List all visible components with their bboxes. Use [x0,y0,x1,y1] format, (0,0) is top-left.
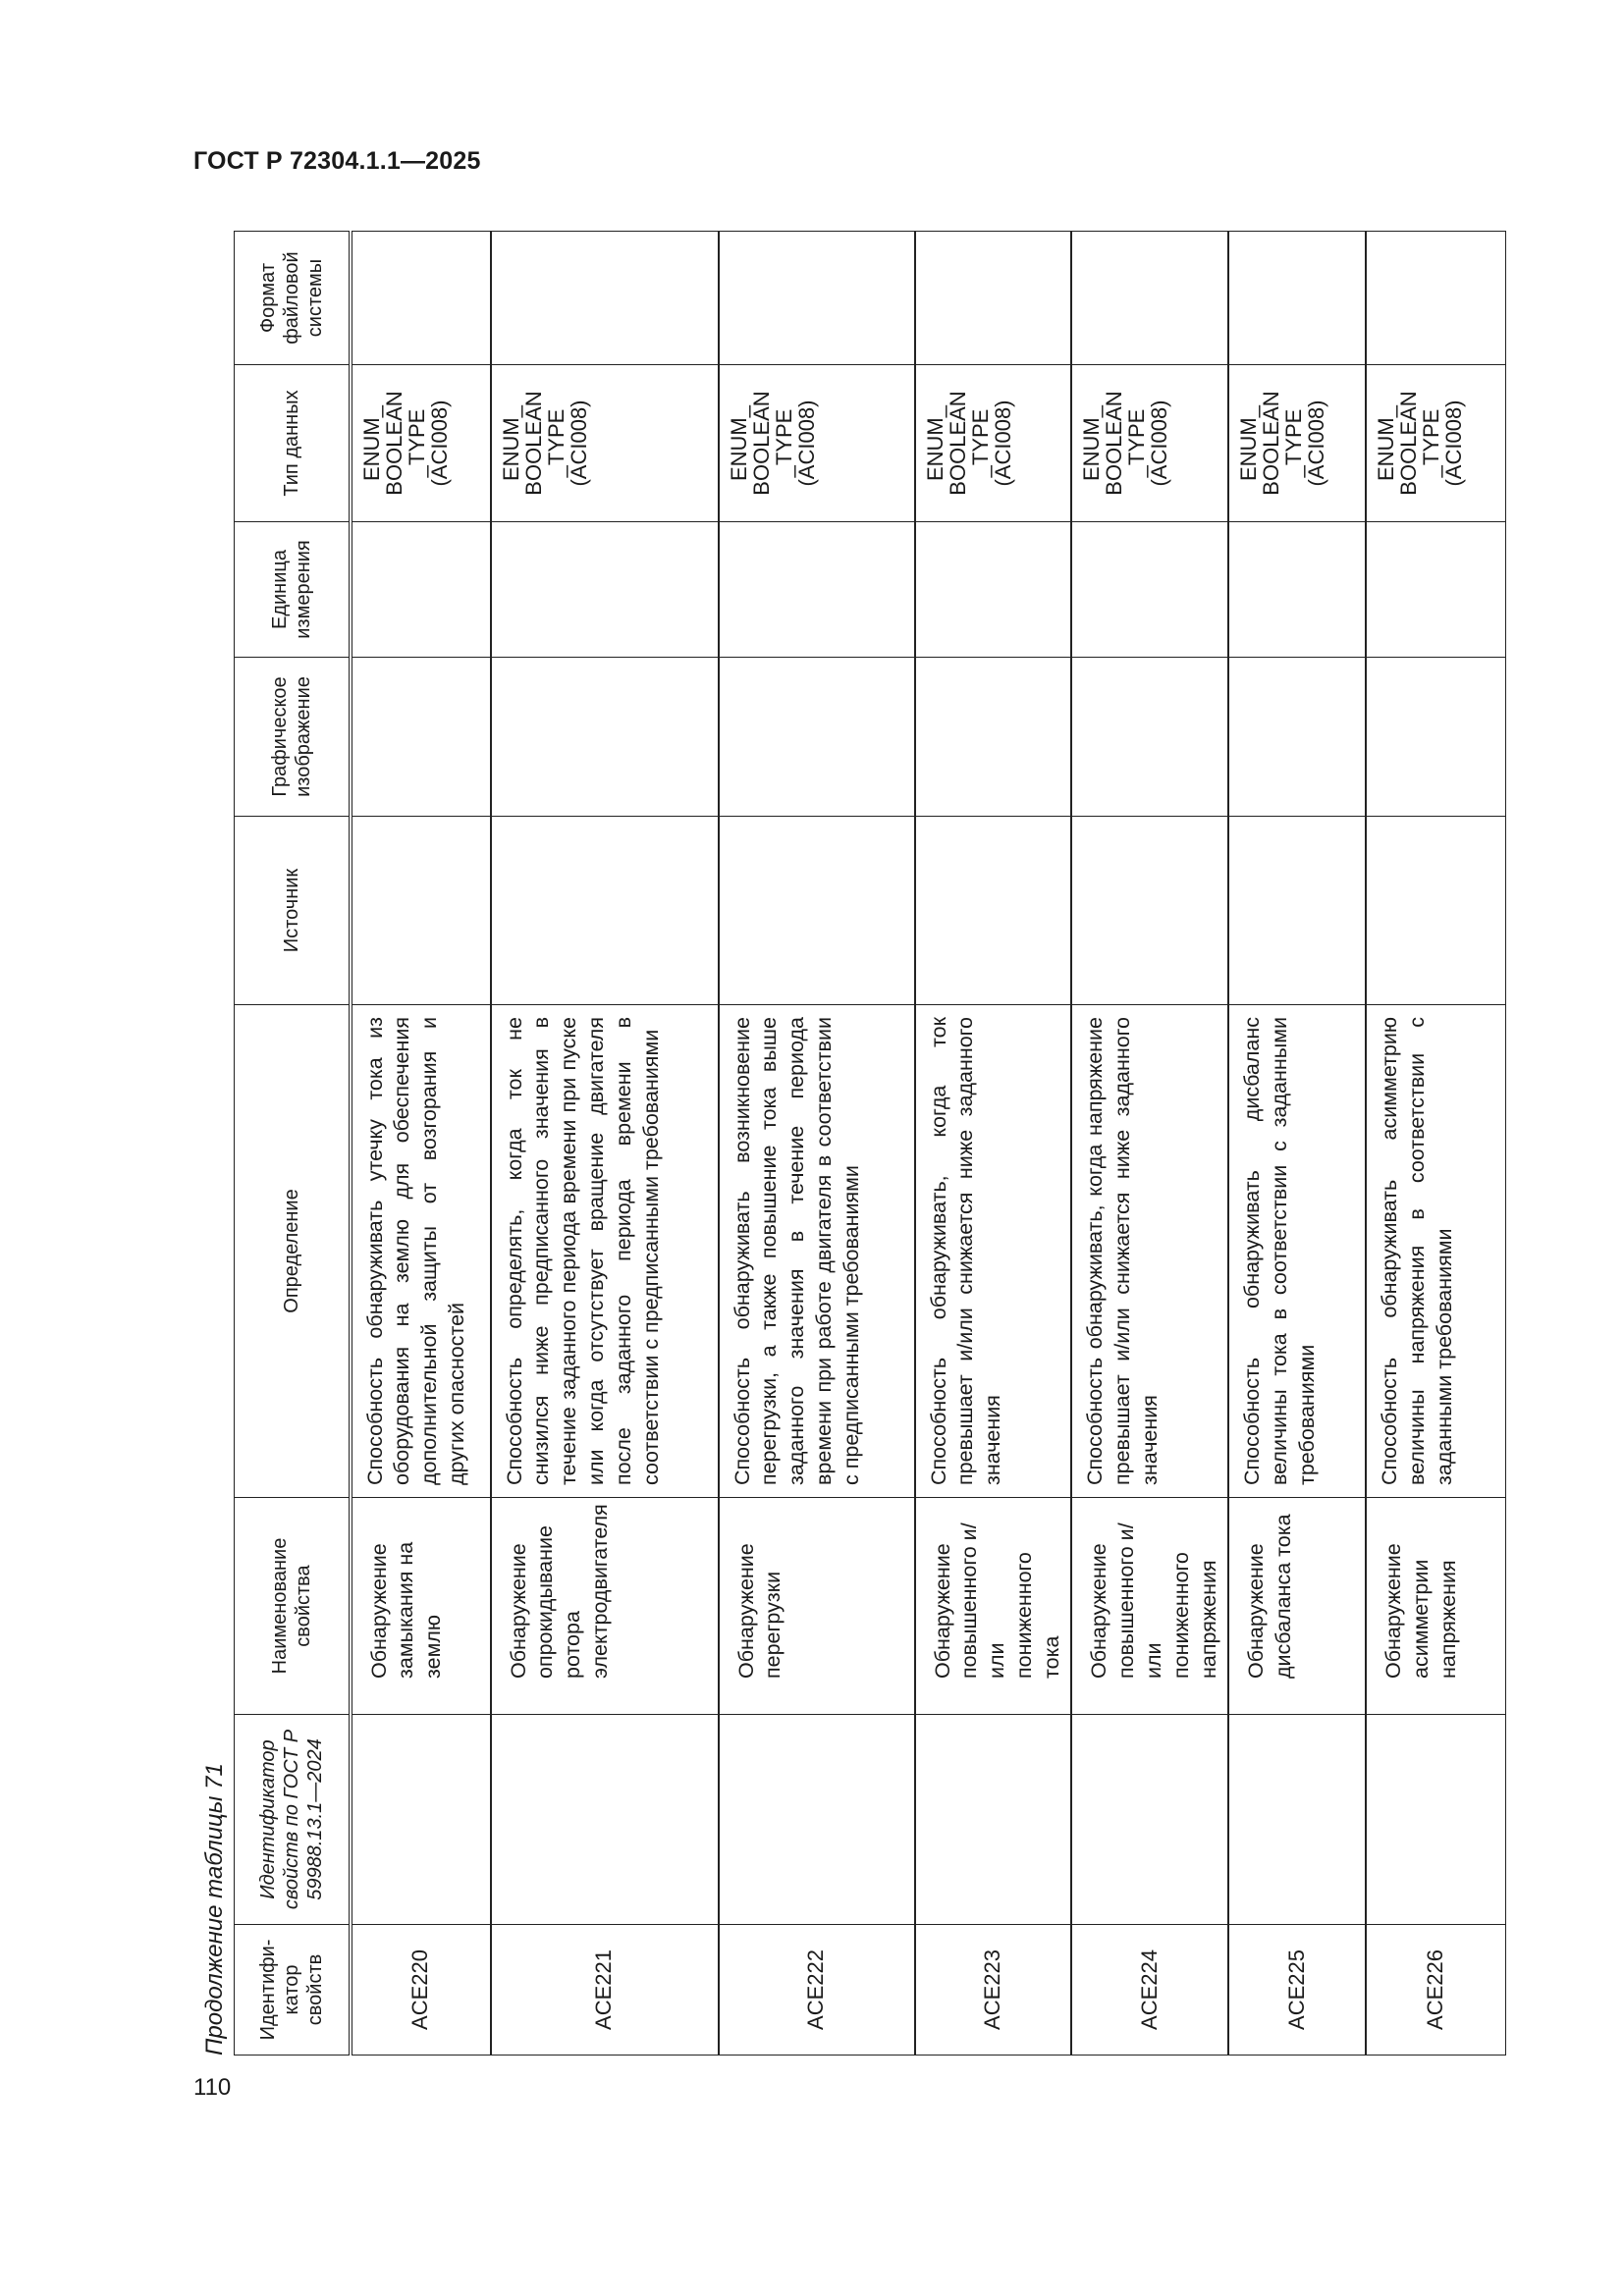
header-source: Источник [235,817,351,1005]
gost-id-cell [1228,1715,1366,1925]
definition-cell: Способность обнаруживать, когда ток превышает и/или снижается ниже заданного значения [915,1005,1072,1498]
definition-cell: Способность обнаруживать дисбаланс величины тока в соответствии с заданными требованиями [1228,1005,1366,1498]
property-id-cell: ACE222 [719,1925,915,2056]
unit-cell [1366,522,1506,658]
property-name-cell: Обнаружение замыкания на землю [351,1498,491,1715]
unit-cell [719,522,915,658]
property-name-cell: Обнаружение повышенного и/или пониженного тока [915,1498,1072,1715]
graphic-cell [915,658,1072,817]
unit-cell [915,522,1072,658]
table-row [491,232,719,2056]
source-cell [1228,817,1366,1005]
header-definition: Определение [235,1005,351,1498]
gost-id-cell [1366,1715,1506,1925]
gost-id-cell [491,1715,719,1925]
unit-cell [491,522,719,658]
unit-cell [351,522,491,658]
property-name-cell: Обнаружение опрокидывание ротора электродвигателя [491,1498,719,1715]
graphic-cell [1071,658,1228,817]
property-name-cell: Обнаружение перегрузки [719,1498,915,1715]
table-row [1366,232,1506,2056]
file-format-cell [351,232,491,365]
data-type-cell: ENUM_ BOOLEAN _TYPE (ACI008) [719,365,915,522]
gost-id-cell [719,1715,915,1925]
source-cell [915,817,1072,1005]
data-type-cell: ENUM_ BOOLEAN _TYPE (ACI008) [1366,365,1506,522]
data-type-cell: ENUM_ BOOLEAN _TYPE (ACI008) [491,365,719,522]
property-id-cell: ACE225 [1228,1925,1366,2056]
table-row [915,232,1072,2056]
data-type-cell: ENUM_ BOOLEAN _TYPE (ACI008) [351,365,491,522]
table-row [719,232,915,2056]
header-unit: Единица измерения [235,522,351,658]
header-property-name: Наименование свойства [235,1498,351,1715]
source-cell [1366,817,1506,1005]
definition-cell: Способность обнаруживать утечку тока из оборудования на землю для обеспечения дополнительной защиты от возгорания и других опасностей [351,1005,491,1498]
property-name-cell: Обнаружение повышенного и/или пониженного напряжения [1071,1498,1228,1715]
data-type-cell: ENUM_ BOOLEAN _TYPE (ACI008) [915,365,1072,522]
source-cell [351,817,491,1005]
definition-cell: Способность обнаруживать возникновение перегрузки, а также повышение тока выше заданного значения в течение периода времени при работе двигателя в соответствии с предписанными требованиями [719,1005,915,1498]
property-name-cell: Обнаружение асимметрии напряжения [1366,1498,1506,1715]
header-data-type: Тип данных [235,365,351,522]
table-row [1071,232,1228,2056]
property-name-cell: Обнаружение дисбаланса тока [1228,1498,1366,1715]
gost-id-cell [915,1715,1072,1925]
source-cell [1071,817,1228,1005]
property-id-cell: ACE223 [915,1925,1072,2056]
gost-id-cell [1071,1715,1228,1925]
file-format-cell [491,232,719,365]
graphic-cell [1366,658,1506,817]
definition-cell: Способность обнаруживать, когда напряжение превышает и/или снижается ниже заданного значения [1071,1005,1228,1498]
graphic-cell [491,658,719,817]
unit-cell [1228,522,1366,658]
page-number: 110 [193,2074,232,2101]
rotated-table-container [234,232,1467,2056]
gost-id-cell [351,1715,491,1925]
graphic-cell [1228,658,1366,817]
file-format-cell [915,232,1072,365]
data-type-cell: ENUM_ BOOLEAN _TYPE (ACI008) [1228,365,1366,522]
graphic-cell [351,658,491,817]
property-id-cell: ACE220 [351,1925,491,2056]
table-caption: Продолжение таблицы 71 [201,1763,228,2056]
file-format-cell [1228,232,1366,365]
table-header-row [235,232,351,2056]
header-file-format: Формат файловой системы [235,232,351,365]
header-property-id: Идентифи-катор свойств [235,1925,351,2056]
data-type-cell: ENUM_ BOOLEAN _TYPE (ACI008) [1071,365,1228,522]
definition-cell: Способность определять, когда ток не снизился ниже предписанного значения в течение заданного периода времени при пуске или когда отсутствует вращение двигателя после заданного периода времени в соответствии с предписанными требованиями [491,1005,719,1498]
source-cell [491,817,719,1005]
file-format-cell [719,232,915,365]
file-format-cell [1366,232,1506,365]
property-id-cell: ACE221 [491,1925,719,2056]
table-row [1228,232,1366,2056]
document-code: ГОСТ Р 72304.1.1—2025 [193,147,481,175]
source-cell [719,817,915,1005]
table-row [351,232,491,2056]
property-id-cell: ACE226 [1366,1925,1506,2056]
definition-cell: Способность обнаруживать асимметрию величины напряжения в соответствии с заданными требованиями [1366,1005,1506,1498]
header-graphic: Графическое изображение [235,658,351,817]
properties-table [234,231,1506,2056]
property-id-cell: ACE224 [1071,1925,1228,2056]
unit-cell [1071,522,1228,658]
file-format-cell [1071,232,1228,365]
graphic-cell [719,658,915,817]
header-gost-property-id: Идентификатор свойств по ГОСТ Р 59988.13.1—2024 [235,1715,351,1925]
